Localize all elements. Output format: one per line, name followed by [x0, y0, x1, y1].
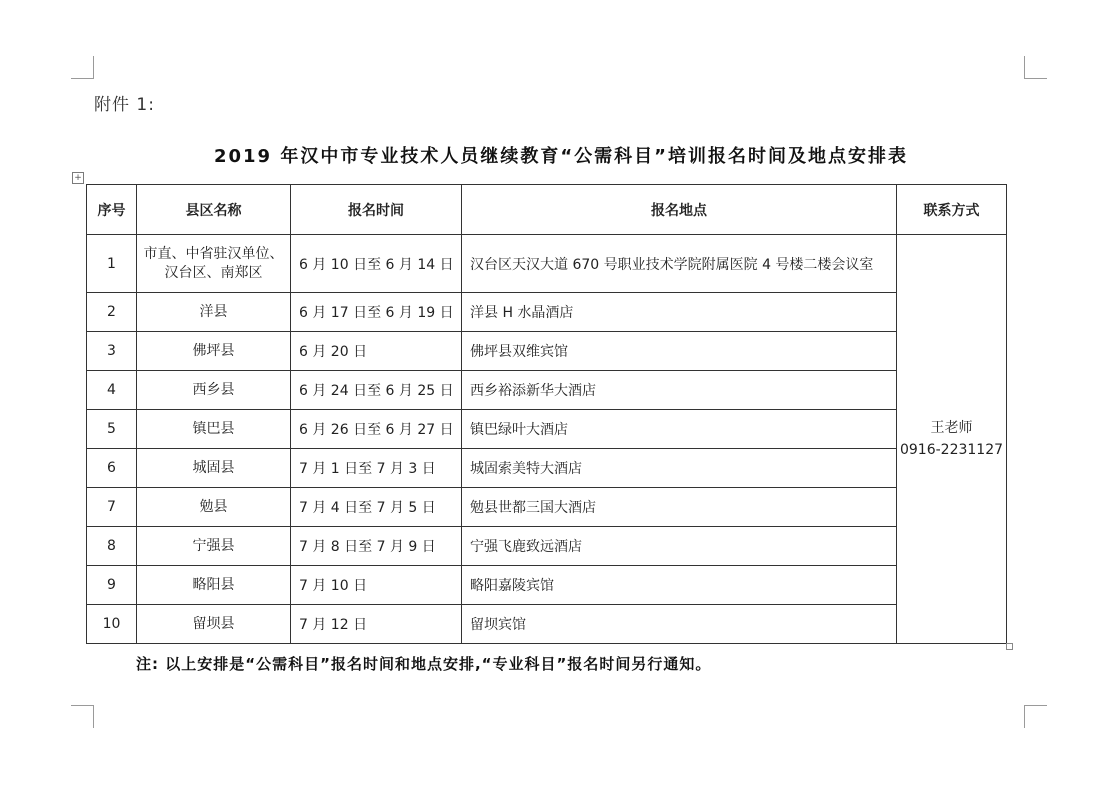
header-time: 报名时间 [291, 185, 462, 235]
page-corner-mark [1024, 705, 1047, 728]
document-title: 2019 年汉中市专业技术人员继续教育“公需科目”培训报名时间及地点安排表 [213, 146, 909, 167]
row-index: 3 [87, 332, 137, 371]
header-contact: 联系方式 [897, 185, 1007, 235]
table-row [87, 371, 1007, 410]
header-index: 序号 [87, 185, 137, 235]
row-index: 6 [87, 449, 137, 488]
row-index: 8 [87, 527, 137, 566]
table-row [87, 605, 1007, 644]
row-county: 镇巴县 [137, 410, 291, 449]
table-row [87, 293, 1007, 332]
row-time: 6 月 20 日 [291, 332, 462, 371]
row-county: 略阳县 [137, 566, 291, 605]
row-county: 留坝县 [137, 605, 291, 644]
row-county: 洋县 [137, 293, 291, 332]
row-place: 勉县世都三国大酒店 [462, 488, 897, 527]
row-time: 7 月 4 日至 7 月 5 日 [291, 488, 462, 527]
row-time: 6 月 17 日至 6 月 19 日 [291, 293, 462, 332]
row-index: 1 [87, 235, 137, 293]
row-place: 佛坪县双维宾馆 [462, 332, 897, 371]
row-time: 7 月 8 日至 7 月 9 日 [291, 527, 462, 566]
table-move-handle-icon[interactable]: + [72, 172, 84, 184]
contact-cell [897, 235, 1007, 644]
row-county: 勉县 [137, 488, 291, 527]
row-time: 7 月 12 日 [291, 605, 462, 644]
table-row [87, 332, 1007, 371]
row-county: 城固县 [137, 449, 291, 488]
page-corner-mark [71, 56, 94, 79]
row-time: 6 月 10 日至 6 月 14 日 [291, 235, 462, 293]
table-row [87, 488, 1007, 527]
row-time: 7 月 10 日 [291, 566, 462, 605]
row-index: 9 [87, 566, 137, 605]
row-index: 5 [87, 410, 137, 449]
row-place: 镇巴绿叶大酒店 [462, 410, 897, 449]
contact-name: 王老师 [930, 420, 973, 436]
row-place: 略阳嘉陵宾馆 [462, 566, 897, 605]
row-place: 西乡裕添新华大酒店 [462, 371, 897, 410]
row-time: 7 月 1 日至 7 月 3 日 [291, 449, 462, 488]
row-place: 洋县 H 水晶酒店 [462, 293, 897, 332]
row-time: 6 月 26 日至 6 月 27 日 [291, 410, 462, 449]
header-place: 报名地点 [462, 185, 897, 235]
table-row [87, 527, 1007, 566]
row-index: 2 [87, 293, 137, 332]
table-row [87, 566, 1007, 605]
row-time: 6 月 24 日至 6 月 25 日 [291, 371, 462, 410]
row-county: 市直、中省驻汉单位、汉台区、南郑区 [137, 235, 291, 293]
page-corner-mark [71, 705, 94, 728]
row-index: 10 [87, 605, 137, 644]
row-place: 汉台区天汉大道 670 号职业技术学院附属医院 4 号楼二楼会议室 [462, 235, 897, 293]
contact-phone: 0916-2231127 [899, 442, 1004, 458]
table-row [87, 235, 1007, 293]
schedule-table [86, 184, 1007, 644]
row-county: 宁强县 [137, 527, 291, 566]
table-row [87, 449, 1007, 488]
row-place: 城固索美特大酒店 [462, 449, 897, 488]
row-county: 佛坪县 [137, 332, 291, 371]
attachment-label: 附件 1: [94, 95, 155, 115]
row-place: 留坝宾馆 [462, 605, 897, 644]
table-resize-handle[interactable] [1006, 643, 1013, 650]
row-index: 4 [87, 371, 137, 410]
row-place: 宁强飞鹿致远酒店 [462, 527, 897, 566]
row-index: 7 [87, 488, 137, 527]
row-county: 西乡县 [137, 371, 291, 410]
table-header-row [87, 185, 1007, 235]
page-corner-mark [1024, 56, 1047, 79]
footnote: 注: 以上安排是“公需科目”报名时间和地点安排,“专业科目”报名时间另行通知。 [136, 655, 712, 673]
header-county: 县区名称 [137, 185, 291, 235]
table-row [87, 410, 1007, 449]
